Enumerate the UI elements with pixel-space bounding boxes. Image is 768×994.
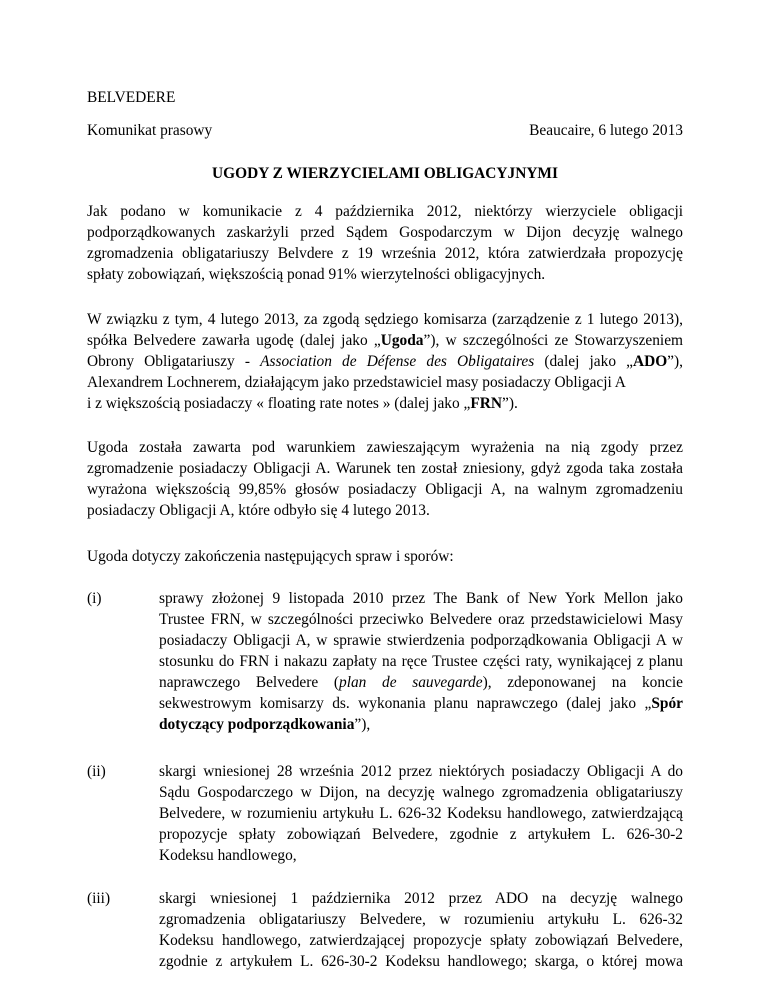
text-line: i z większością posiadaczy « floating rate notes » (dalej jako „FRN”). (87, 395, 518, 412)
paragraph-2 (87, 309, 683, 414)
document-title: UGODY Z WIERZYCIELAMI OBLIGACYJNYMI (212, 165, 558, 182)
text-line: Obrony Obligatariuszy - Association de Défense des Obligataires (dalej jako „ADO”), (87, 353, 683, 370)
text-line: Jak podano w komunikacie z 4 października 2012, niektórzy wierzyciele obligacji (87, 203, 683, 220)
text-line: posiadaczy Obligacji A, w sprawie stwierdzenia podporządkowania Obligacji A w (159, 632, 683, 649)
term-spor: Spór (651, 695, 683, 712)
paragraph-1 (87, 201, 683, 285)
text-line: zgromadzenia obligatariuszy Belvedere, w rozumieniu artykułu L. 626-32 (159, 911, 683, 928)
term-ugoda: Ugoda (380, 332, 424, 349)
text-line: Kodeksu handlowego, zatwierdzającej propozycje spłaty zobowiązań Belvedere, (159, 932, 683, 949)
text-line: propozycje spłaty zobowiązań Belvedere, zgodnie z artykułem L. 626-30-2 (159, 826, 683, 843)
item-text (159, 761, 683, 866)
paragraph-4: Ugoda dotyczy zakończenia następujących spraw i sporów: (87, 548, 454, 565)
paragraph-3 (87, 437, 683, 521)
text-line: Trustee FRN, w szczególności przeciwko Belvedere oraz przedstawicielowi Masy (159, 611, 683, 628)
document-type: Komunikat prasowy (87, 122, 213, 139)
item-number: (ii) (87, 763, 106, 780)
text-line: Ugoda została zawarta pod warunkiem zawieszającym wyrażenia na nią zgody przez (87, 439, 683, 456)
text-line: zgromadzenie posiadaczy Obligacji A. Warunek ten został zniesiony, gdyż zgoda taka została (87, 460, 683, 477)
item-number: (i) (87, 590, 102, 607)
text-line: stosunku do FRN i nakazu zapłaty na ręce Trustee części raty, wynikającej z planu (159, 653, 683, 670)
plan-term: plan de sauvegarde (339, 674, 483, 691)
item-number: (iii) (87, 890, 111, 907)
text-line: skargi wniesionej 1 października 2012 przez ADO na decyzję walnego (159, 890, 683, 907)
text-line: posiadaczy Obligacji A, które odbyło się 4 lutego 2013. (87, 502, 430, 519)
item-text (159, 888, 683, 972)
text-line: sprawy złożonej 9 listopada 2010 przez The Bank of New York Mellon jako (159, 590, 683, 607)
text-line: Sądu Gospodarczego w Dijon, na decyzję walnego zgromadzenia obligatariuszy (159, 784, 683, 801)
term-podporzadkowania: dotyczący podporządkowania (159, 716, 355, 733)
text-line: naprawczego Belvedere (plan de sauvegarde), zdeponowanej na koncie (159, 674, 683, 691)
text-line: spółka Belvedere zawarła ugodę (dalej jako „Ugoda”), w szczególności ze Stowarzyszeniem (87, 332, 683, 349)
term-ado: ADO (632, 353, 668, 370)
text-line: zgromadzenia obligatariuszy Belvdere z 19 września 2012, która zatwierdzała propozycję (87, 245, 683, 262)
text-line: podporządkowanych zaskarżyli przed Sądem Gospodarczym w Dijon decyzję walnego (87, 224, 683, 241)
item-text (159, 588, 683, 735)
text-line: Belvedere, w rozumieniu artykułu L. 626-32 Kodeksu handlowego, zatwierdzającą (159, 805, 683, 822)
text-line: dotyczący podporządkowania”), (159, 716, 371, 733)
text-line: spłaty zobowiązań, większością ponad 91% wierzytelności obligacyjnych. (87, 266, 546, 283)
ado-full-name: Association de Défense des Obligataires (260, 353, 535, 370)
text-line: zgodnie z artykułem L. 626-30-2 Kodeksu handlowego; skarga, o której mowa (159, 953, 683, 970)
place-date: Beaucaire, 6 lutego 2013 (529, 122, 683, 139)
text-line: skargi wniesionej 28 września 2012 przez niektórych posiadaczy Obligacji A do (159, 763, 683, 780)
text-line: W związku z tym, 4 lutego 2013, za zgodą sędziego komisarza (zarządzenie z 1 lutego 2013), (87, 311, 683, 328)
text-line: Kodeksu handlowego, (159, 847, 297, 864)
text-line: wyrażona większością 99,85% głosów posiadaczy Obligacji A, na walnym zgromadzeniu (87, 481, 683, 498)
text-line: Alexandrem Lochnerem, działającym jako przedstawiciel masy posiadaczy Obligacji A (87, 374, 626, 391)
term-frn: FRN (470, 395, 502, 412)
company-name: BELVEDERE (87, 89, 176, 106)
text-line: sekwestrowym komisarzy ds. wykonania planu naprawczego (dalej jako „Spór (159, 695, 683, 712)
